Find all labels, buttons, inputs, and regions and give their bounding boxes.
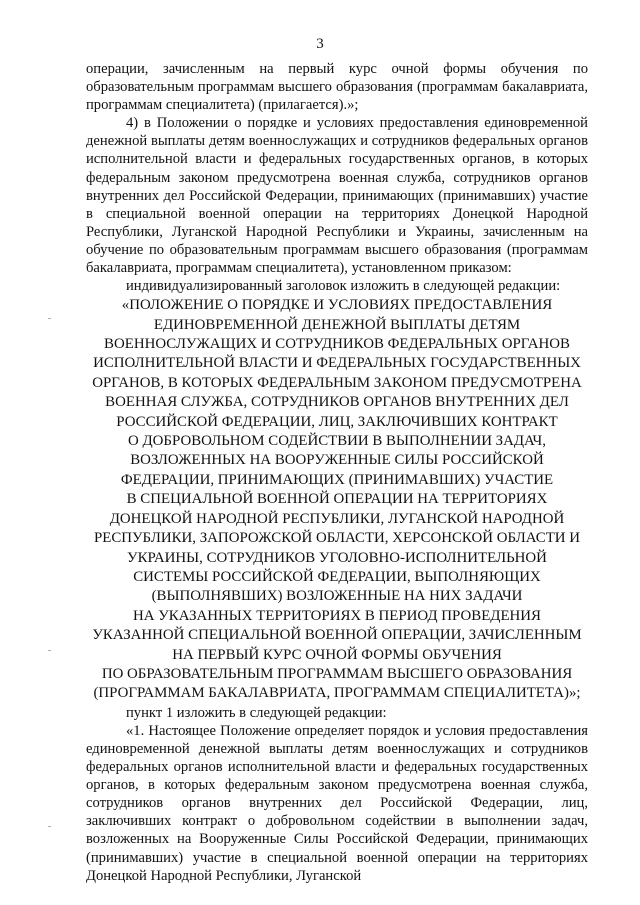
heading-line: ВОЕННАЯ СЛУЖБА, СОТРУДНИКОВ ОРГАНОВ ВНУТРЕННИХ ДЕЛ bbox=[105, 394, 569, 411]
heading-line: ИСПОЛНИТЕЛЬНОЙ ВЛАСТИ И ФЕДЕРАЛЬНЫХ ГОСУДАРСТВЕННЫХ bbox=[93, 355, 581, 372]
heading-line: ПО ОБРАЗОВАТЕЛЬНЫМ ПРОГРАММАМ ВЫСШЕГО ОБРАЗОВАНИЯ bbox=[101, 665, 573, 682]
page-number: 3 bbox=[316, 36, 324, 52]
point-1-instruction: пункт 1 изложить в следующей редакции: bbox=[126, 704, 387, 721]
point-1-paragraph: «1. Настоящее Положение определяет порядок и условия предоставления единовременной денежной выплаты детям военнослужащих и сотрудников федеральных органов исполнительной власти и федеральных государственных органов, в которых федеральным законом предусмотрена военная служба, сотрудников органов внутренних дел Российской Федерации, лиц, заключивших контракт о добровольном содействии в выполнении задач, возложенных на Вооруженные Силы Российской Федерации, принимающих (принимавших) участие в специальной военной операции на территориях Донецкой Народной Республики, Луганской bbox=[86, 722, 588, 884]
heading-line: УКРАИНЫ, СОТРУДНИКОВ УГОЛОВНО-ИСПОЛНИТЕЛЬНОЙ bbox=[127, 549, 547, 566]
heading-line: РОССИЙСКОЙ ФЕДЕРАЦИИ, ЛИЦ, ЗАКЛЮЧИВШИХ КОНТРАКТ bbox=[116, 413, 558, 430]
heading-line: ВОЕННОСЛУЖАЩИХ И СОТРУДНИКОВ ФЕДЕРАЛЬНЫХ ОРГАНОВ bbox=[104, 336, 570, 353]
continuation-paragraph: операции, зачисленным на первый курс очной формы обучения по образовательным программам высшего образования (программам бакалавриата, программам специалитета) (прилагается).»; bbox=[86, 61, 588, 114]
heading-line: В СПЕЦИАЛЬНОЙ ВОЕННОЙ ОПЕРАЦИИ НА ТЕРРИТОРИЯХ bbox=[126, 491, 548, 508]
heading-line: РЕСПУБЛИКИ, ЗАПОРОЖСКОЙ ОБЛАСТИ, ХЕРСОНСКОЙ ОБЛАСТИ И bbox=[93, 530, 581, 547]
heading-line: УКАЗАННОЙ СПЕЦИАЛЬНОЙ ВОЕННОЙ ОПЕРАЦИИ, ЗАЧИСЛЕННЫМ bbox=[92, 627, 582, 644]
heading-line: «ПОЛОЖЕНИЕ О ПОРЯДКЕ И УСЛОВИЯХ ПРЕДОСТАВЛЕНИЯ bbox=[121, 297, 553, 314]
heading-line: СИСТЕМЫ РОССИЙСКОЙ ФЕДЕРАЦИИ, ВЫПОЛНЯЮЩИХ bbox=[133, 568, 541, 585]
scan-margin-mark bbox=[48, 826, 51, 827]
scan-margin-mark bbox=[48, 318, 51, 319]
heading-line: НА УКАЗАННЫХ ТЕРРИТОРИЯХ В ПЕРИОД ПРОВЕДЕНИЯ bbox=[133, 607, 541, 624]
new-heading-block bbox=[86, 296, 588, 704]
heading-line: (ВЫПОЛНЯВШИХ) ВОЗЛОЖЕННЫЕ НА НИХ ЗАДАЧИ bbox=[151, 588, 523, 605]
scan-margin-mark bbox=[48, 650, 51, 651]
heading-line: НА ПЕРВЫЙ КУРС ОЧНОЙ ФОРМЫ ОБУЧЕНИЯ bbox=[172, 646, 502, 663]
heading-instruction: индивидуализированный заголовок изложить в следующей редакции: bbox=[126, 278, 561, 295]
heading-line: ОРГАНОВ, В КОТОРЫХ ФЕДЕРАЛЬНЫМ ЗАКОНОМ ПРЕДУСМОТРЕНА bbox=[92, 374, 582, 391]
item-4-paragraph: 4) в Положении о порядке и условиях предоставления единовременной денежной выплаты детям военнослужащих и сотрудников федеральных органов исполнительной власти и федеральных государственных органов, в которых федеральным законом предусмотрена военная служба, сотрудников органов внутренних дел Российской Федерации, принимающих (принимавших) участие в специальной военной операции на территориях Донецкой Народной Республики, Луганской Народной Республики и Украины, зачисленным на обучение по образовательным программам высшего образования (программам бакалавриата, программам специалитета), установленном приказом: bbox=[86, 115, 588, 277]
heading-line: О ДОБРОВОЛЬНОМ СОДЕЙСТВИИ В ВЫПОЛНЕНИИ ЗАДАЧ, bbox=[128, 433, 546, 450]
document-body bbox=[86, 60, 588, 885]
heading-line: ДОНЕЦКОЙ НАРОДНОЙ РЕСПУБЛИКИ, ЛУГАНСКОЙ НАРОДНОЙ bbox=[109, 510, 565, 527]
heading-line: ФЕДЕРАЦИИ, ПРИНИМАЮЩИХ (ПРИНИМАВШИХ) УЧАСТИЕ bbox=[120, 471, 554, 488]
heading-line: ВОЗЛОЖЕННЫХ НА ВООРУЖЕННЫЕ СИЛЫ РОССИЙСКОЙ bbox=[130, 452, 544, 469]
heading-line: ЕДИНОВРЕМЕННОЙ ДЕНЕЖНОЙ ВЫПЛАТЫ ДЕТЯМ bbox=[153, 316, 521, 333]
heading-line: (ПРОГРАММАМ БАКАЛАВРИАТА, ПРОГРАММАМ СПЕЦИАЛИТЕТА)»; bbox=[93, 685, 581, 702]
